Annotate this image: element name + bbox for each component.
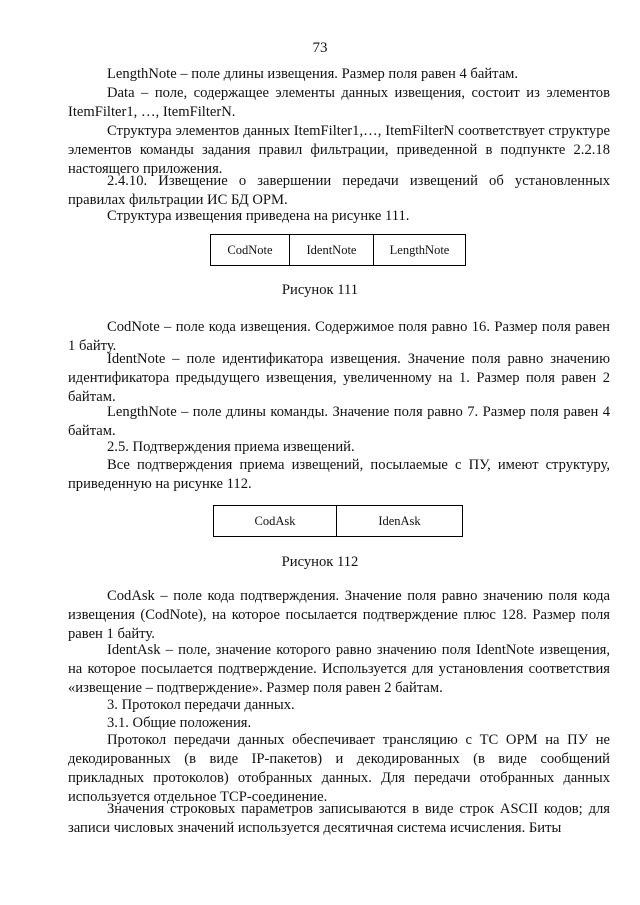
page-number: 73: [312, 40, 328, 56]
cell-identnote: IdentNote: [290, 235, 374, 266]
paragraph-data-field: Data – поле, содержащее элементы данных извещения, состоит из элементов ItemFilter1, …, ItemFilterN.: [68, 85, 610, 120]
figure-112-table: [213, 505, 463, 537]
paragraph-string-params: Значения строковых параметров записываются в виде строк ASCII кодов; для записи числовых значений используется десятичная система исчисления. Биты: [68, 801, 610, 836]
paragraph-identnote: IdentNote – поле идентификатора извещения. Значение поля равно значению идентификатора предыдущего извещения, увеличенному на 1. Размер поля равен 2 байтам.: [68, 351, 610, 405]
paragraph-lengthnote-command: LengthNote – поле длины команды. Значение поля равно 7. Размер поля равен 4 байтам.: [68, 404, 610, 439]
paragraph-2-4-10: 2.4.10. Извещение о завершении передачи извещений об установленных правилах фильтрации ИС БД ОРМ.: [68, 173, 610, 208]
paragraph-structure-ref-111: Структура извещения приведена на рисунке 111.: [107, 208, 410, 224]
cell-codnote: CodNote: [211, 235, 290, 266]
paragraph-protocol: Протокол передачи данных обеспечивает трансляцию с ТС ОРМ на ПУ не декодированных (в виде IP-пакетов) и декодированных (в виде сообщений прикладных протоколов) отобранных данных. Для передачи отобранных данных используется отдельное TCP-соединение.: [68, 732, 610, 805]
cell-idenask: IdenAsk: [337, 506, 463, 537]
paragraph-codnote: CodNote – поле кода извещения. Содержимое поля равно 16. Размер поля равен 1 байту.: [68, 319, 610, 354]
figure-111-caption: Рисунок 111: [281, 282, 359, 298]
paragraph-identask: IdentAsk – поле, значение которого равно значению поля IdentNote извещения, на которое посылается подтверждение. Используется для установления соответствия «извещение – подтверждение». Размер поля равен 2 байтам.: [68, 642, 610, 696]
cell-lengthnote: LengthNote: [374, 235, 466, 266]
paragraph-itemfilter-structure: Структура элементов данных ItemFilter1,…, ItemFilterN соответствует структуре элементов команды задания правил фильтрации, приведенной в подпункте 2.2.18 настоящего приложения.: [68, 123, 610, 177]
paragraph-section-3: 3. Протокол передачи данных.: [107, 697, 295, 713]
paragraph-section-3-1: 3.1. Общие положения.: [107, 715, 252, 731]
paragraph-2-5: 2.5. Подтверждения приема извещений.: [107, 439, 355, 455]
figure-111-table: [210, 234, 466, 266]
paragraph-ack-structure: Все подтверждения приема извещений, посылаемые с ПУ, имеют структуру, приведенную на рисунке 112.: [68, 457, 610, 492]
paragraph-codask: CodAsk – поле кода подтверждения. Значение поля равно значению поля кода извещения (CodNote), на которое посылается подтверждение плюс 128. Размер поля равен 1 байту.: [68, 588, 610, 642]
paragraph-lengthnote: LengthNote – поле длины извещения. Размер поля равен 4 байтам.: [107, 66, 519, 82]
figure-112-caption: Рисунок 112: [281, 554, 359, 570]
cell-codask: CodAsk: [214, 506, 337, 537]
